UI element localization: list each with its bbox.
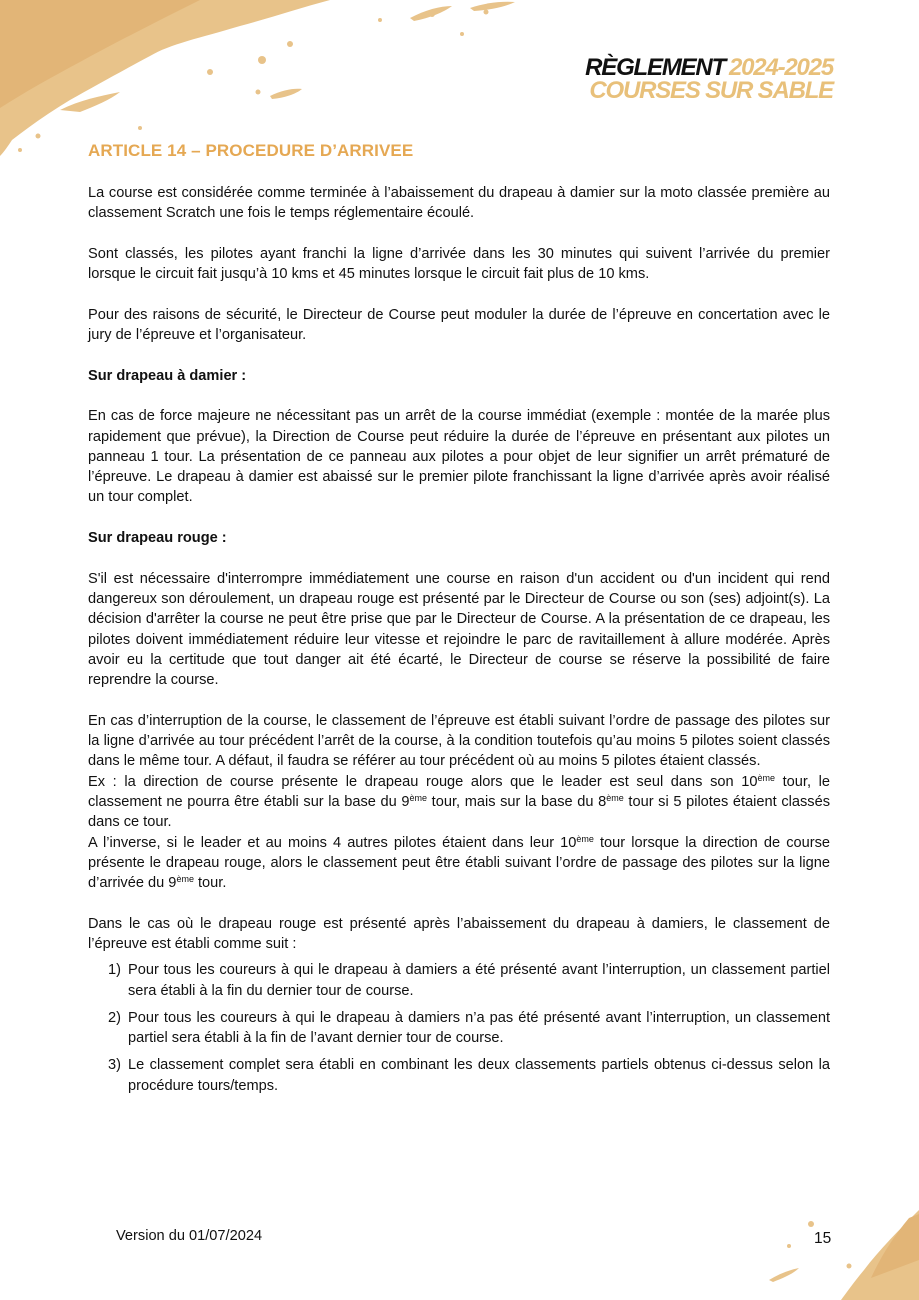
brand-reglement: RÈGLEMENT bbox=[585, 54, 726, 81]
paragraph-force-majeure: En cas de force majeure ne nécessitant pas un arrêt de la course immédiat (exemple : montée de la marée plus rapidement que prévue), la Direction de Course peut réduire la durée de l’épreuve en présentant aux pilotes un panneau 1 tour. La présentation de ce panneau aux pilotes a pour objet de leur signifier un arrêt prématuré de l’épreuve. Le drapeau à damier est abaissé sur le premier pilote franchissant la ligne d’arrivée après avoir réalisé un tour complet. bbox=[88, 408, 830, 506]
article-title: ARTICLE 14 – PROCEDURE D’ARRIVEE bbox=[88, 141, 414, 160]
paragraph-classification: Sont classés, les pilotes ayant franchi la ligne d’arrivée dans les 30 minutes qui suivent l’arrivée du premier lorsque le circuit fait jusqu’à 10 kms et 45 minutes lorsque le circuit fait plus de 10 kms. bbox=[88, 245, 830, 283]
paragraph-end-condition: La course est considérée comme terminée à l’abaissement du drapeau à damier sur la moto classée première au classement Scratch une fois le temps réglementaire écoulé. bbox=[88, 185, 830, 222]
paragraph-after-checkered: Dans le cas où le drapeau rouge est présenté après l’abaissement du drapeau à damiers, le classement de l’épreuve est établi comme suit : bbox=[88, 915, 830, 952]
paragraph-example-1: Ex : la direction de course présente le drapeau rouge alors que le leader est seul dans son 10ème tour, le classement ne pourra être établi sur la base du 9ème tour, mais sur la base du 8ème tour si 5 pilotes étaient classés dans ce tour. bbox=[88, 772, 831, 831]
paragraph-red-flag: S'il est nécessaire d'interrompre immédiatement une course en raison d'un accident ou d'un incident qui rend dangereux son déroulement, un drapeau rouge est présenté par le Directeur de Course ou son (ses) adjoint(s). La décision d'arrêter la course ne peut être prise que par le Directeur de Course. A la présentation de ce drapeau, les pilotes doivent immédiatement réduire leur vitesse et rejoindre le parc de ravitaillement à allure modérée. Après avoir eu la certitude que tout danger ait été écarté, le Directeur de course se réserve la possibilité de faire reprendre la course. bbox=[88, 570, 830, 689]
sand-splash-decoration-bottom-right bbox=[749, 1200, 919, 1300]
paragraph-example-2: A l’inverse, si le leader et au moins 4 autres pilotes étaient dans leur 10ème tour lorsque la direction de course présente le drapeau rouge, alors le classement peut être établi suivant l’ordre de passage des pilotes sur la ligne d’arrivée du 9ème tour. bbox=[88, 833, 830, 892]
paragraph-safety: Pour des raisons de sécurité, le Directeur de Course peut moduler la durée de l’épreuve en concertation avec le jury de l’épreuve et l’organisateur. bbox=[88, 306, 830, 344]
brand-subtitle: COURSES SUR SABLE bbox=[589, 77, 833, 104]
list-item: 3) Le classement complet sera établi en combinant les deux classements partiels obtenus ci-dessus selon la procédure tours/temps. bbox=[108, 1057, 830, 1094]
brand-logo bbox=[585, 56, 833, 102]
list-item: 1) Pour tous les coureurs à qui le drapeau à damiers a été présenté avant l’interruption, un classement partiel sera établi à la fin du dernier tour de course. bbox=[108, 962, 830, 999]
page-number: 15 bbox=[814, 1230, 832, 1247]
brand-season: 2024-2025 bbox=[729, 54, 833, 81]
subheading-red-flag: Sur drapeau rouge : bbox=[88, 530, 227, 547]
footer-version: Version du 01/07/2024 bbox=[116, 1228, 263, 1244]
article-body bbox=[88, 141, 830, 1103]
list-item: 2) Pour tous les coureurs à qui le drapeau à damiers n’a pas été présenté avant l’interruption, un classement partiel sera établi à la fin de l’avant dernier tour de course. bbox=[108, 1009, 830, 1047]
paragraph-interruption: En cas d’interruption de la course, le classement de l’épreuve est établi suivant l’ordre de passage des pilotes sur la ligne d’arrivée au tour précédent l’arrêt de la course, à la condition toutefois qu’au moins 5 pilotes soient classés dans le même tour. A défaut, il faudra se référer au tour précédent où au moins 5 pilotes étaient classés. bbox=[88, 712, 830, 770]
subheading-checkered-flag: Sur drapeau à damier : bbox=[88, 367, 247, 384]
classification-list bbox=[88, 960, 830, 1096]
